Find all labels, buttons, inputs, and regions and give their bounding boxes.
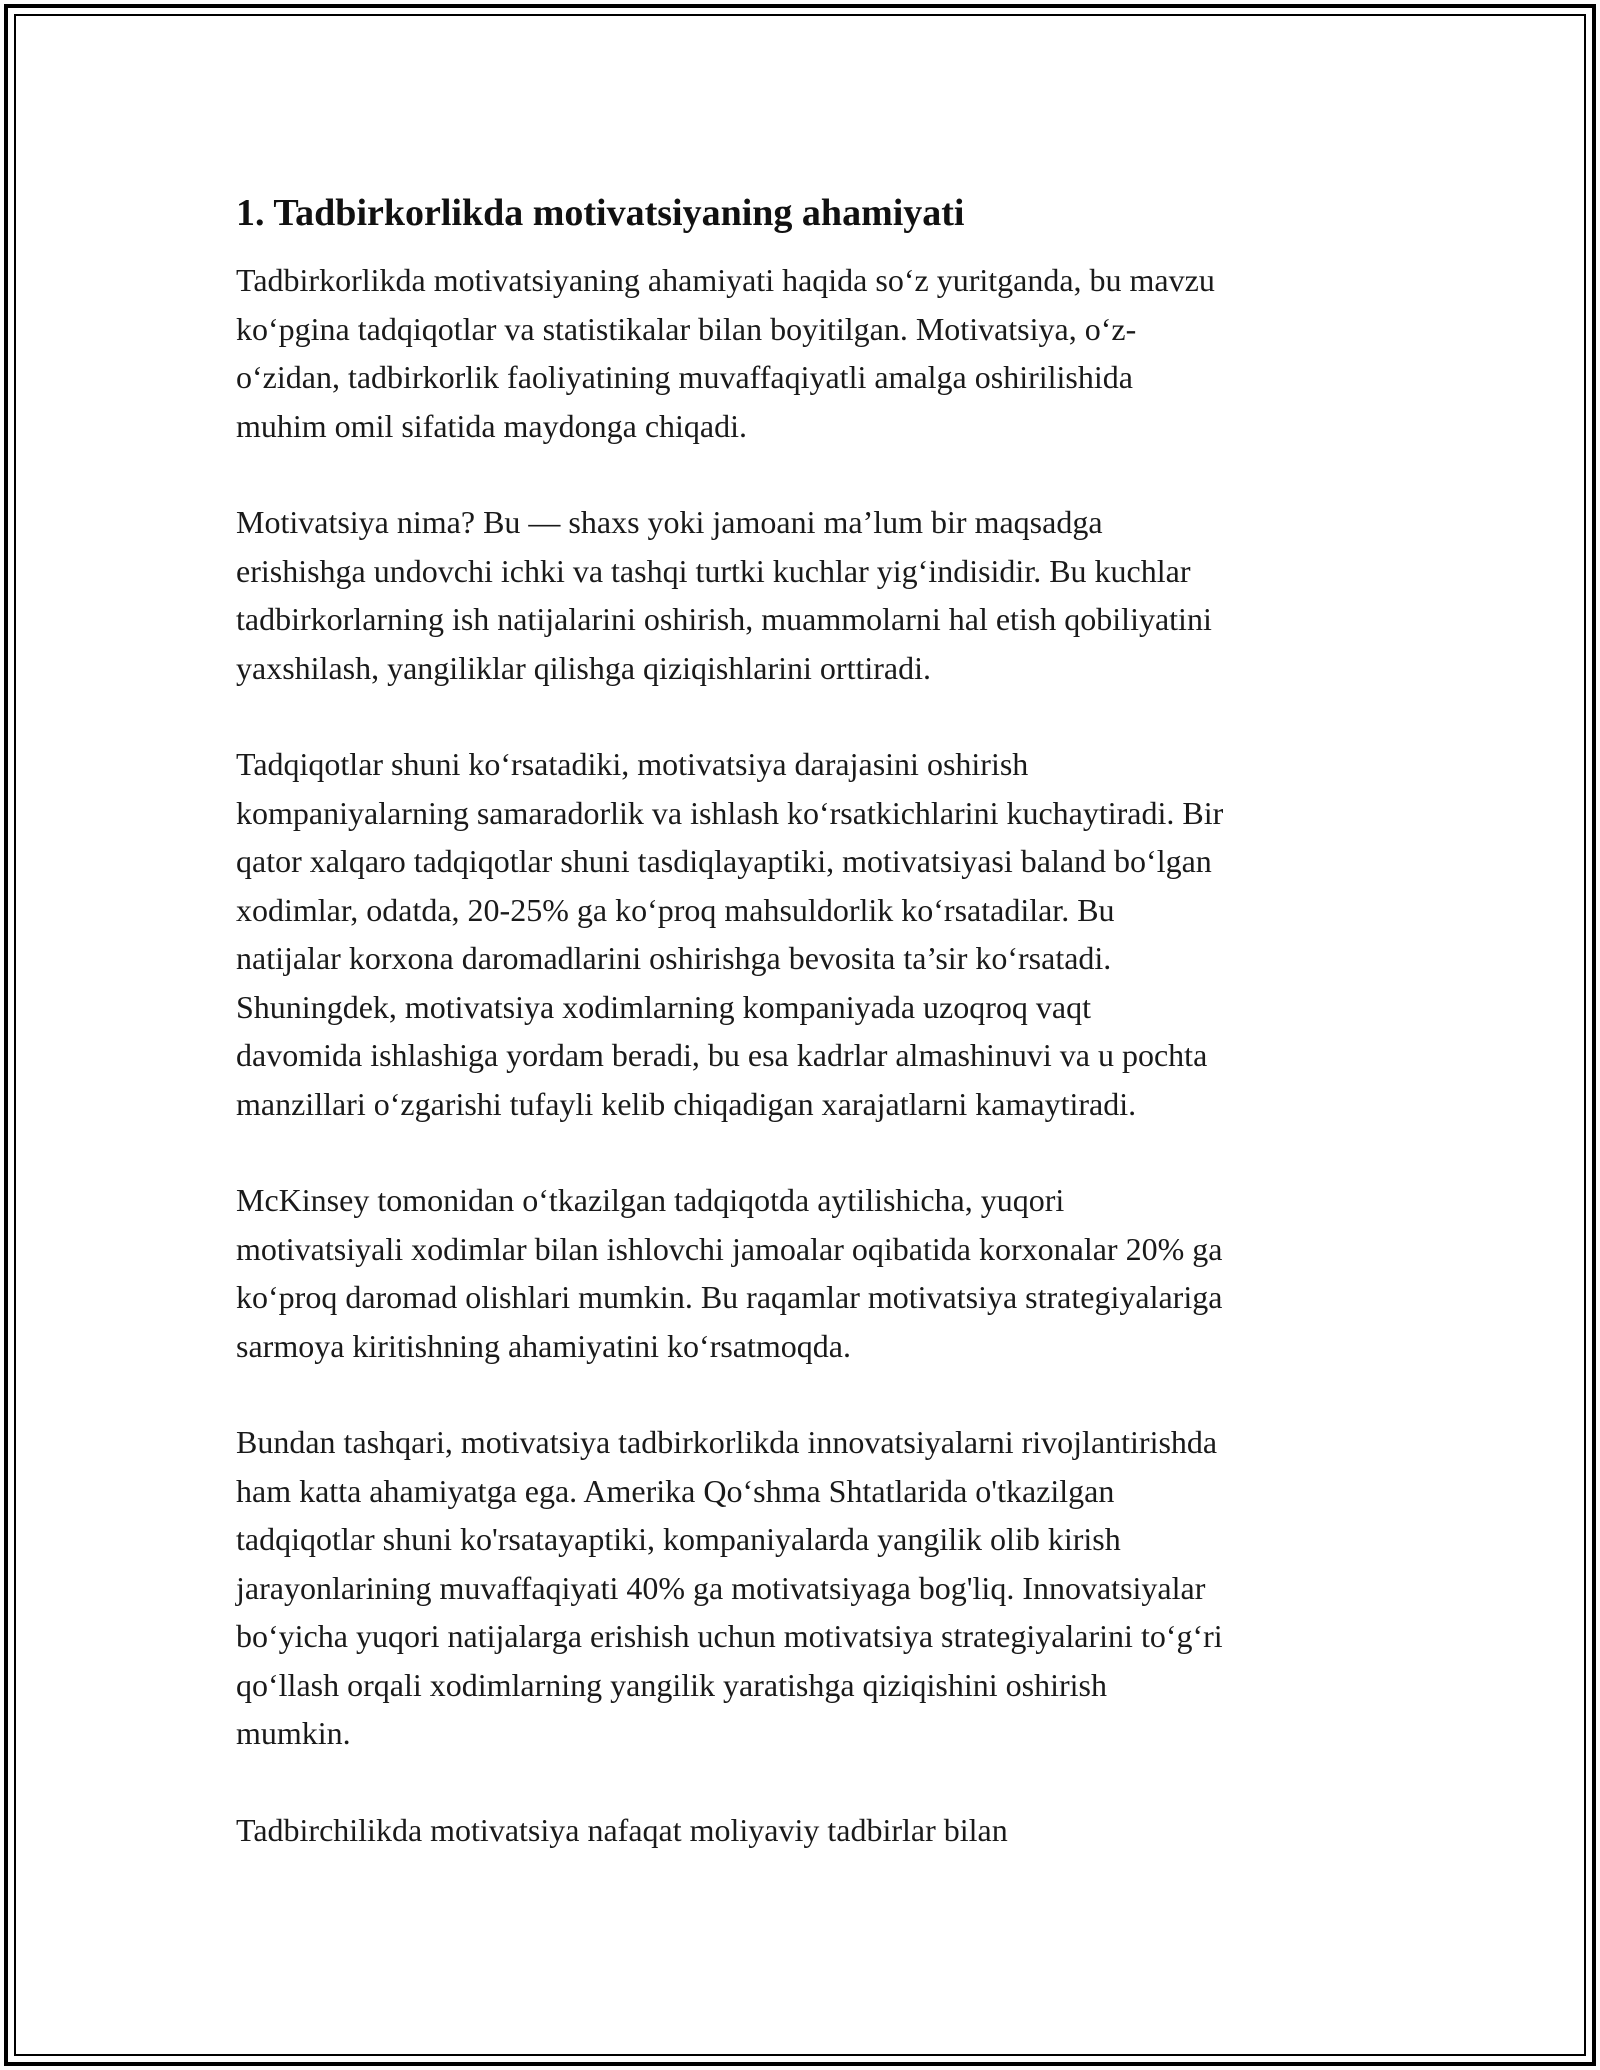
text-line: erishishga undovchi ichki va tashqi turtki kuchlar yig‘indisidir. Bu kuchlar — [236, 552, 1191, 589]
text-line: McKinsey tomonidan o‘tkazilgan tadqiqotda aytilishicha, yuqori — [236, 1182, 1065, 1218]
text-line: Shuningdek, motivatsiya xodimlarning kompaniyada uzoqroq vaqt — [236, 988, 1091, 1025]
text-line: Tadbirkorlikda motivatsiyaning ahamiyati haqida so‘z yuritganda, bu mavzu — [236, 262, 1215, 298]
text-line: Tadqiqotlar shuni ko‘rsatadiki, motivatsiya darajasini oshirish — [236, 746, 1029, 782]
text-line: muhim omil sifatida maydonga chiqadi. — [236, 407, 748, 444]
document-body — [236, 184, 1376, 1902]
text-line: Bundan tashqari, motivatsiya tadbirkorlikda innovatsiyalarni rivojlantirishda — [236, 1424, 1218, 1460]
text-line: ham katta ahamiyatga ega. Amerika Qo‘shma Shtatlarida o'tkazilgan — [236, 1472, 1115, 1509]
text-line: sarmoya kiritishning ahamiyatini ko‘rsatmoqda. — [236, 1327, 851, 1364]
text-line: kompaniyalarning samaradorlik va ishlash ko‘rsatkichlarini kuchaytiradi. Bir — [236, 794, 1224, 831]
text-line: Motivatsiya nima? Bu — shaxs yoki jamoani ma’lum bir maqsadga — [236, 504, 1103, 540]
text-line: qator xalqaro tadqiqotlar shuni tasdiqlayaptiki, motivatsiyasi baland bo‘lgan — [236, 843, 1212, 879]
paragraph-4 — [236, 1176, 1376, 1370]
text-line: o‘zidan, tadbirkorlik faoliyatining muvaffaqiyatli amalga oshirilishida — [236, 359, 1133, 395]
paragraph-5 — [236, 1418, 1376, 1758]
text-line: natijalar korxona daromadlarini oshirishga bevosita ta’sir ko‘rsatadi. — [236, 940, 1112, 976]
text-line: davomida ishlashiga yordam beradi, bu esa kadrlar almashinuvi va u pochta — [236, 1037, 1208, 1073]
text-line: Tadbirchilikda motivatsiya nafaqat moliyaviy tadbirlar bilan — [236, 1811, 1008, 1848]
text-line: xodimlar, odatda, 20-25% ga ko‘proq mahsuldorlik ko‘rsatadilar. Bu — [236, 891, 1115, 928]
text-line: yaxshilash, yangiliklar qilishga qiziqishlarini orttiradi. — [236, 649, 931, 686]
paragraph-6 — [236, 1806, 1376, 1855]
text-line: motivatsiyali xodimlar bilan ishlovchi jamoalar oqibatida korxonalar 20% ga — [236, 1230, 1223, 1267]
text-line: mumkin. — [236, 1715, 351, 1751]
paragraph-2 — [236, 498, 1376, 692]
text-line: tadbirkorlarning ish natijalarini oshirish, muammolarni hal etish qobiliyatini — [236, 601, 1212, 637]
text-line: jarayonlarining muvaffaqiyati 40% ga motivatsiyaga bog'liq. Innovatsiyalar — [236, 1569, 1206, 1606]
text-line: tadqiqotlar shuni ko'rsatayaptiki, kompaniyalarda yangilik olib kirish — [236, 1521, 1121, 1557]
text-line: bo‘yicha yuqori natijalarga erishish uchun motivatsiya strategiyalarini to‘g‘ri — [236, 1618, 1223, 1654]
text-line: manzillari o‘zgarishi tufayli kelib chiqadigan xarajatlarni kamaytiradi. — [236, 1085, 1137, 1122]
text-line: ko‘proq daromad olishlari mumkin. Bu raqamlar motivatsiya strategiyalariga — [236, 1279, 1223, 1315]
section-heading: 1. Tadbirkorlikda motivatsiyaning ahamiyati — [236, 192, 965, 234]
paragraph-1 — [236, 256, 1376, 450]
text-line: qo‘llash orqali xodimlarning yangilik yaratishga qiziqishini oshirish — [236, 1666, 1107, 1703]
paragraph-3 — [236, 740, 1376, 1128]
text-line: ko‘pgina tadqiqotlar va statistikalar bilan boyitilgan. Motivatsiya, o‘z- — [236, 310, 1137, 347]
